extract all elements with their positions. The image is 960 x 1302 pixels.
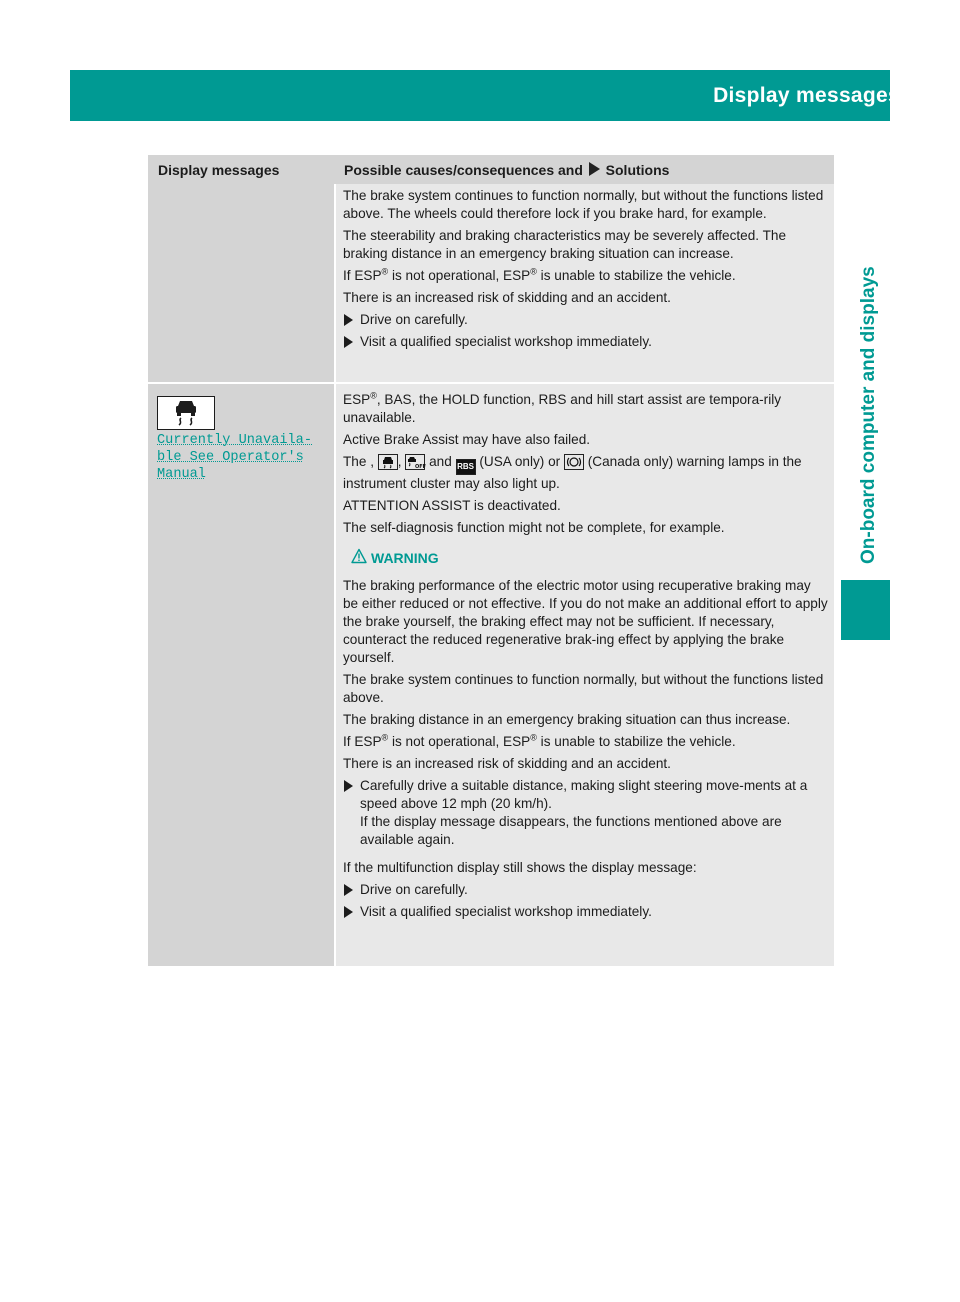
- row1-paragraph: The steerability and braking characteristics may be severely affected. The braking distance in an emergency braking situation can increase.: [343, 228, 787, 261]
- row1-paragraph: There is an increased risk of skidding and an accident.: [343, 290, 671, 305]
- brake-circle-lamp-icon: [564, 454, 584, 470]
- arrow-icon: [344, 906, 353, 918]
- warning-heading: [343, 549, 828, 567]
- esp-warning-lamp-icon: [378, 454, 398, 470]
- arrow-icon: [344, 780, 353, 792]
- column-header-messages: Display messages: [158, 162, 280, 178]
- list-item: Drive on carefully.: [343, 881, 828, 899]
- table-header: [148, 155, 834, 184]
- svg-text:OFF: OFF: [415, 464, 427, 470]
- warning-label: WARNING: [371, 550, 439, 566]
- page-header: [70, 70, 948, 121]
- warning-triangle-icon: [351, 548, 367, 564]
- display-message-text: Currently Unavaila‐ ble See Operator's Manual: [157, 433, 312, 482]
- row1-paragraph: If ESP® is not operational, ESP® is unable to stabilize the vehicle.: [343, 266, 736, 283]
- warning-paragraph: If ESP® is not operational, ESP® is unable to stabilize the vehicle.: [343, 732, 736, 749]
- list-item: Visit a qualified specialist workshop immediately.: [343, 333, 828, 351]
- column-header-causes-text: Possible causes/consequences and: [344, 162, 583, 178]
- table-row-1-message-cell: [148, 184, 334, 382]
- row2-paragraph: If the multifunction display still shows the display message:: [343, 860, 697, 875]
- table-row-2-content: [343, 391, 828, 925]
- list-item: Carefully drive a suitable distance, making slight steering move‐ments at a speed above 12 mph (20 km/h). If the display message disappears, the functions mentioned above are available again.: [343, 777, 828, 849]
- esp-off-lamp-icon: [405, 454, 425, 470]
- side-tab-marker: [841, 580, 890, 640]
- arrow-icon: [344, 884, 353, 896]
- side-tab-label: On-board computer and displays: [858, 266, 879, 564]
- list-item: Visit a qualified specialist workshop immediately.: [343, 903, 828, 921]
- solution-arrow-icon: [589, 162, 600, 176]
- row2-paragraph: The self-diagnosis function might not be complete, for example.: [343, 520, 725, 535]
- row2-paragraph: The , , OFF and RBS (USA only) or (Canada only) warning lamps in the instrument cluster may also light up.: [343, 454, 802, 491]
- column-header-solutions-text: Solutions: [605, 162, 670, 178]
- column-header-causes: [344, 162, 669, 178]
- section-title: Display messages: [713, 84, 900, 107]
- warning-paragraph: The braking performance of the electric motor using recuperative braking may be either reduced or not effective. If you do not make an additional effort to apply the brake yourself, the braking effect may not be sufficient. If necessary, counteract the reduced regenerative brak‐ing effect by applying the brake yourself.: [343, 578, 828, 665]
- list-item: Drive on carefully.: [343, 311, 828, 329]
- row1-paragraph: The brake system continues to function normally, but without the functions listed above. The wheels could therefore lock if you brake hard, for example.: [343, 188, 824, 221]
- page-number: 169: [916, 85, 948, 106]
- row2-paragraph: ATTENTION ASSIST is deactivated.: [343, 498, 561, 513]
- side-tab: [847, 118, 891, 564]
- warning-paragraph: The braking distance in an emergency braking situation can thus increase.: [343, 712, 791, 727]
- warning-paragraph: The brake system continues to function normally, but without the functions listed above.: [343, 672, 824, 705]
- esp-off-warning-icon: [157, 396, 215, 430]
- table-row-1-content: [343, 187, 828, 355]
- row2-paragraph: Active Brake Assist may have also failed.: [343, 432, 591, 447]
- arrow-icon: [344, 314, 353, 326]
- rbs-lamp-icon: RBS: [456, 459, 476, 475]
- arrow-icon: [344, 336, 353, 348]
- row2-paragraph: ESP®, BAS, the HOLD function, RBS and hill start assist are tempora‐rily unavailable.: [343, 390, 782, 425]
- warning-paragraph: There is an increased risk of skidding and an accident.: [343, 756, 671, 771]
